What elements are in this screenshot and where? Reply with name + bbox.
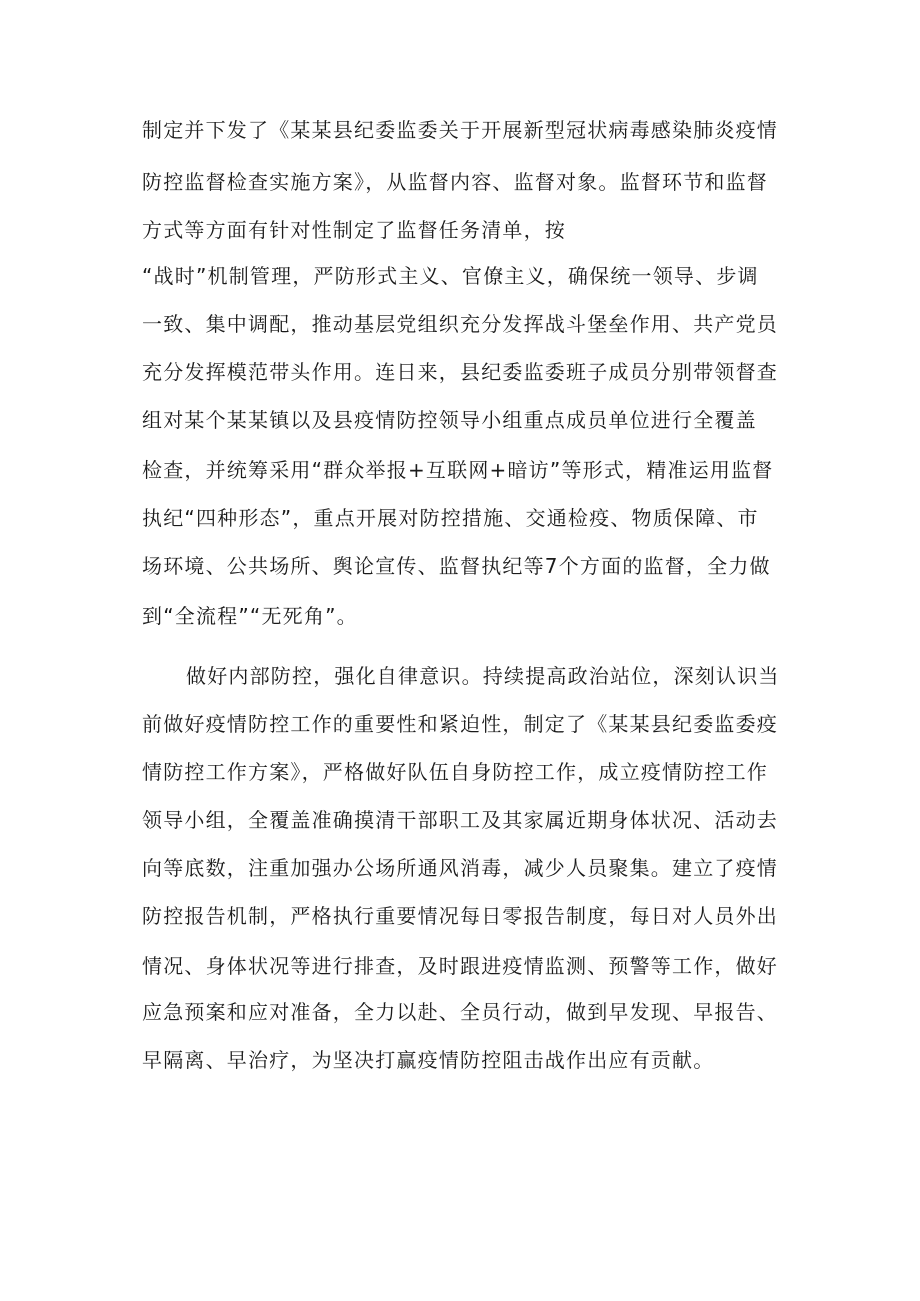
text-line: 方式等方面有针对性制定了监督任务清单，按 bbox=[142, 218, 566, 242]
text-line: 组对某个某某镇以及县疫情防控领导小组重点成员单位进行全覆盖 bbox=[142, 408, 757, 432]
text-line: 场环境、公共场所、舆论宣传、监督执纪等7个方面的监督，全力做 bbox=[142, 554, 771, 578]
text-line: 应急预案和应对准备，全力以赴、全员行动，做到早发现、早报告、 bbox=[142, 1000, 778, 1024]
text-line: 做好内部防控，强化自律意识。持续提高政治站位，深刻认识当 bbox=[186, 664, 780, 688]
text-line: 制定并下发了《某某县纪委监委关于开展新型冠状病毒感染肺炎疫情 bbox=[142, 118, 778, 142]
text-line: 早隔离、早治疗，为坚决打赢疫情防控阻击战作出应有贡献。 bbox=[142, 1048, 715, 1072]
text-line: 充分发挥模范带头作用。连日来，县纪委监委班子成员分别带领督查 bbox=[142, 360, 778, 384]
text-line: 一致、集中调配，推动基层党组织充分发挥战斗堡垒作用、共产党员 bbox=[142, 312, 778, 336]
text-line: 到“全流程”“无死角”。 bbox=[142, 604, 358, 628]
text-line: “战时”机制管理，严防形式主义、官僚主义，确保统一领导、步调 bbox=[142, 264, 759, 288]
text-line: 情防控工作方案》，严格做好队伍自身防控工作，成立疫情防控工作 bbox=[142, 760, 768, 784]
text-line: 向等底数，注重加强办公场所通风消毒，减少人员聚集。建立了疫情 bbox=[142, 856, 778, 880]
text-line: 防控监督检查实施方案》，从监督内容、监督对象。监督环节和监督 bbox=[142, 170, 768, 194]
text-line: 前做好疫情防控工作的重要性和紧迫性，制定了《某某县纪委监委疫 bbox=[142, 712, 778, 736]
text-line: 领导小组，全覆盖准确摸清干部职工及其家属近期身体状况、活动去 bbox=[142, 808, 778, 832]
text-line: 防控报告机制，严格执行重要情况每日零报告制度，每日对人员外出 bbox=[142, 904, 778, 928]
text-line: 情况、身体状况等进行排查，及时跟进疫情监测、预警等工作，做好 bbox=[142, 954, 778, 978]
text-line: 检查，并统筹采用“群众举报+互联网+暗访”等形式，精准运用监督 bbox=[142, 458, 774, 482]
text-line: 执纪“四种形态”，重点开展对防控措施、交通检疫、物质保障、市 bbox=[142, 506, 759, 530]
